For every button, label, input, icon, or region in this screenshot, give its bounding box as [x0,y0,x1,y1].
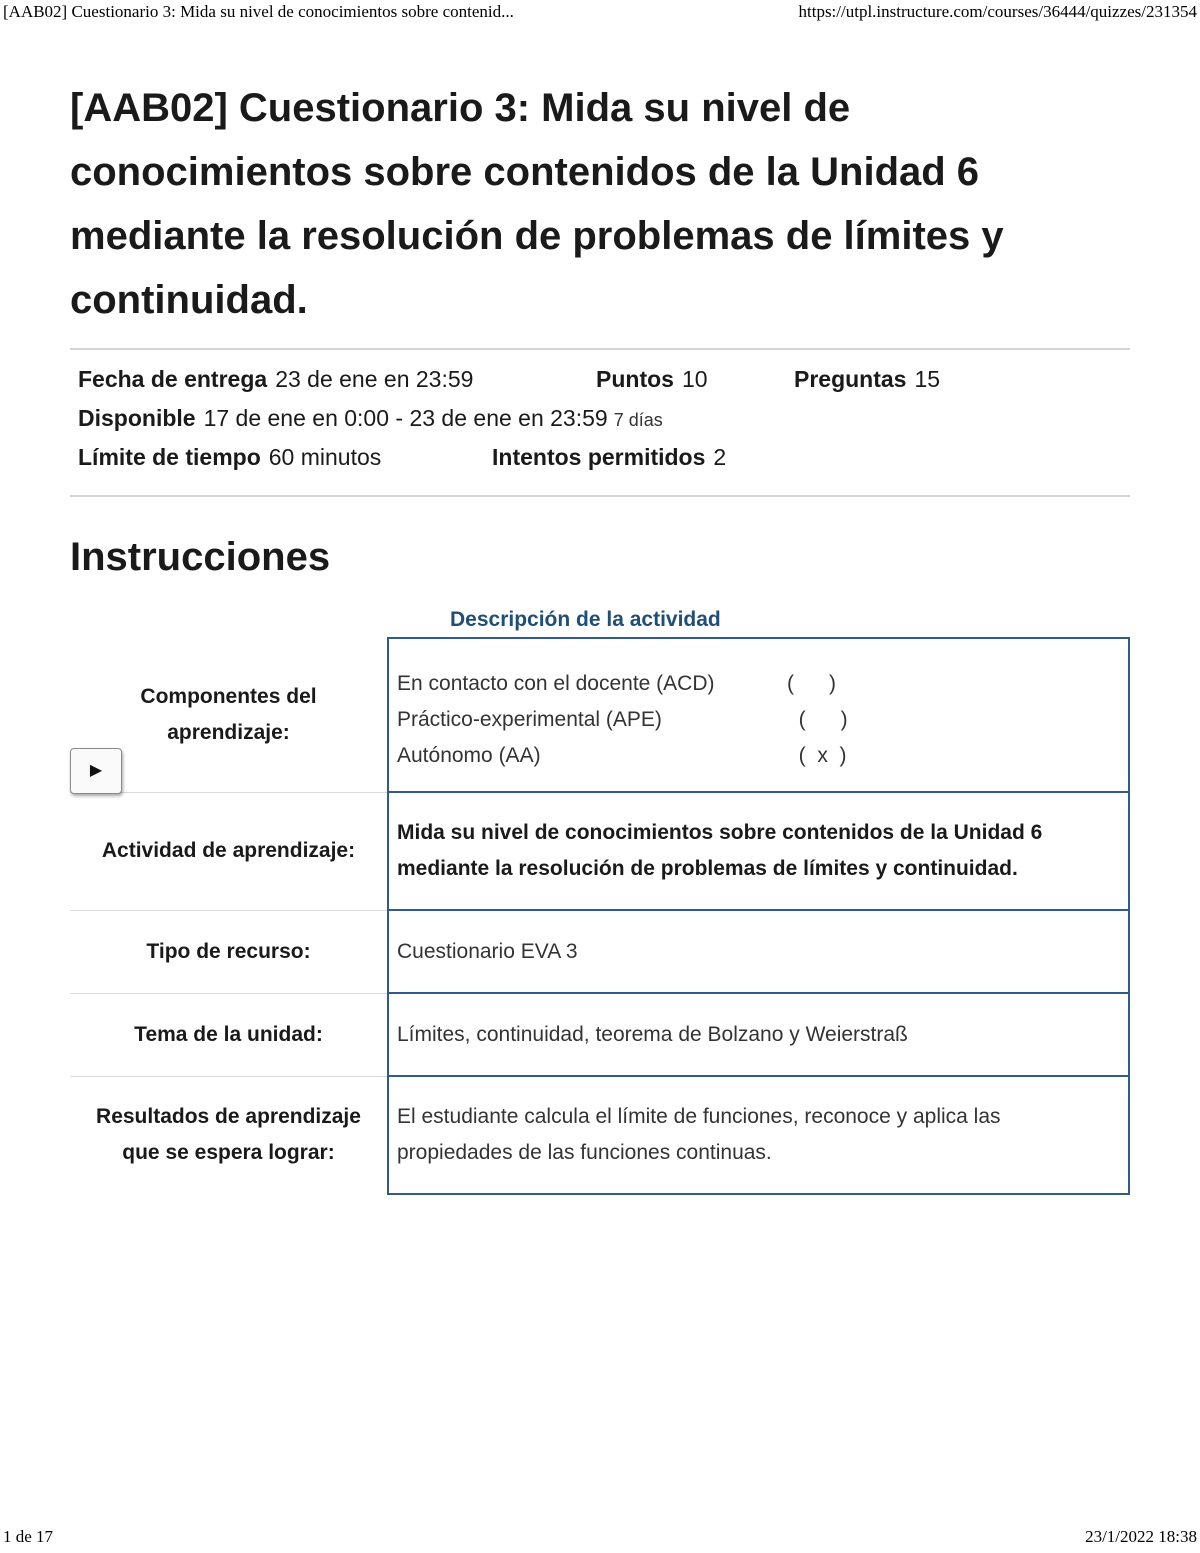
time-limit [78,444,492,471]
unit-topic-value: Límites, continuidad, teorema de Bolzano y Weierstraß [388,993,1129,1076]
activity-table [70,637,1130,1195]
activity-label: Actividad de aprendizaje: [70,792,388,910]
time-limit-label: Límite de tiempo [78,444,261,470]
points-value: 10 [681,366,708,392]
print-header [0,2,1200,22]
component-mark: ( x ) [787,744,847,767]
allowed-attempts [492,444,726,471]
table-row [70,792,1129,910]
questions-value: 15 [914,366,941,392]
availability [78,405,663,432]
print-datetime: 23/1/2022 18:38 [1085,1527,1197,1546]
learning-outcomes-value: El estudiante calcula el límite de funciones, reconoce y aplica las propiedades de las funciones continuas. [388,1076,1129,1194]
component-mark: ( ) [787,672,836,695]
table-row [70,638,1129,792]
print-header-title: [AAB02] Cuestionario 3: Mida su nivel de conocimientos sobre contenid... [3,2,514,21]
play-icon: ▶ [89,762,103,779]
quiz-content [70,76,1130,1195]
components-label-cell [70,638,388,792]
points-label: Puntos [596,366,674,392]
table-row [70,1076,1129,1194]
details-bottom-divider [70,495,1130,497]
availability-value: 17 de ene en 0:00 - 23 de ene en 23:59 [203,405,608,431]
table-row [70,910,1129,993]
activity-value: Mida su nivel de conocimientos sobre contenidos de la Unidad 6 mediante la resolución de problemas de límites y continuidad. [388,792,1129,910]
print-header-url: https://utpl.instructure.com/courses/36444/quizzes/231354 [798,2,1197,21]
component-ape [397,702,1120,738]
table-row [70,993,1129,1076]
points [596,366,794,393]
components-value-cell [388,638,1129,792]
due-date [78,366,596,393]
quiz-details [70,350,1130,495]
quiz-title: [AAB02] Cuestionario 3: Mida su nivel de conocimientos sobre contenidos de la Unidad 6 mediante la resolución de problemas de límites y continuidad. [70,86,1004,322]
play-button[interactable] [70,748,122,794]
component-name: Práctico-experimental (APE) [397,708,662,731]
availability-days: 7 días [613,410,663,430]
instructions-heading: Instrucciones [70,535,331,579]
resource-type-value: Cuestionario EVA 3 [388,910,1129,993]
allowed-attempts-value: 2 [713,444,727,470]
allowed-attempts-label: Intentos permitidos [492,444,706,470]
component-name: Autónomo (AA) [397,744,541,767]
learning-outcomes-label: Resultados de aprendizaje que se espera lograr: [96,1105,361,1165]
page-number: 1 de 17 [3,1527,54,1546]
unit-topic-label: Tema de la unidad: [70,993,388,1076]
time-limit-value: 60 minutos [268,444,382,470]
due-date-label: Fecha de entrega [78,366,268,392]
due-date-value: 23 de ene en 23:59 [275,366,474,392]
activity-table-caption: Descripción de la actividad [450,608,721,631]
component-name: En contacto con el docente (ACD) [397,672,715,695]
component-aa [397,738,1120,774]
questions [794,366,940,393]
component-mark: ( ) [787,708,848,731]
resource-type-label: Tipo de recurso: [70,910,388,993]
availability-label: Disponible [78,405,196,431]
component-acd [397,666,1120,702]
components-label: Componentes del aprendizaje: [140,684,317,744]
print-footer [0,1527,1200,1547]
questions-label: Preguntas [794,366,907,392]
